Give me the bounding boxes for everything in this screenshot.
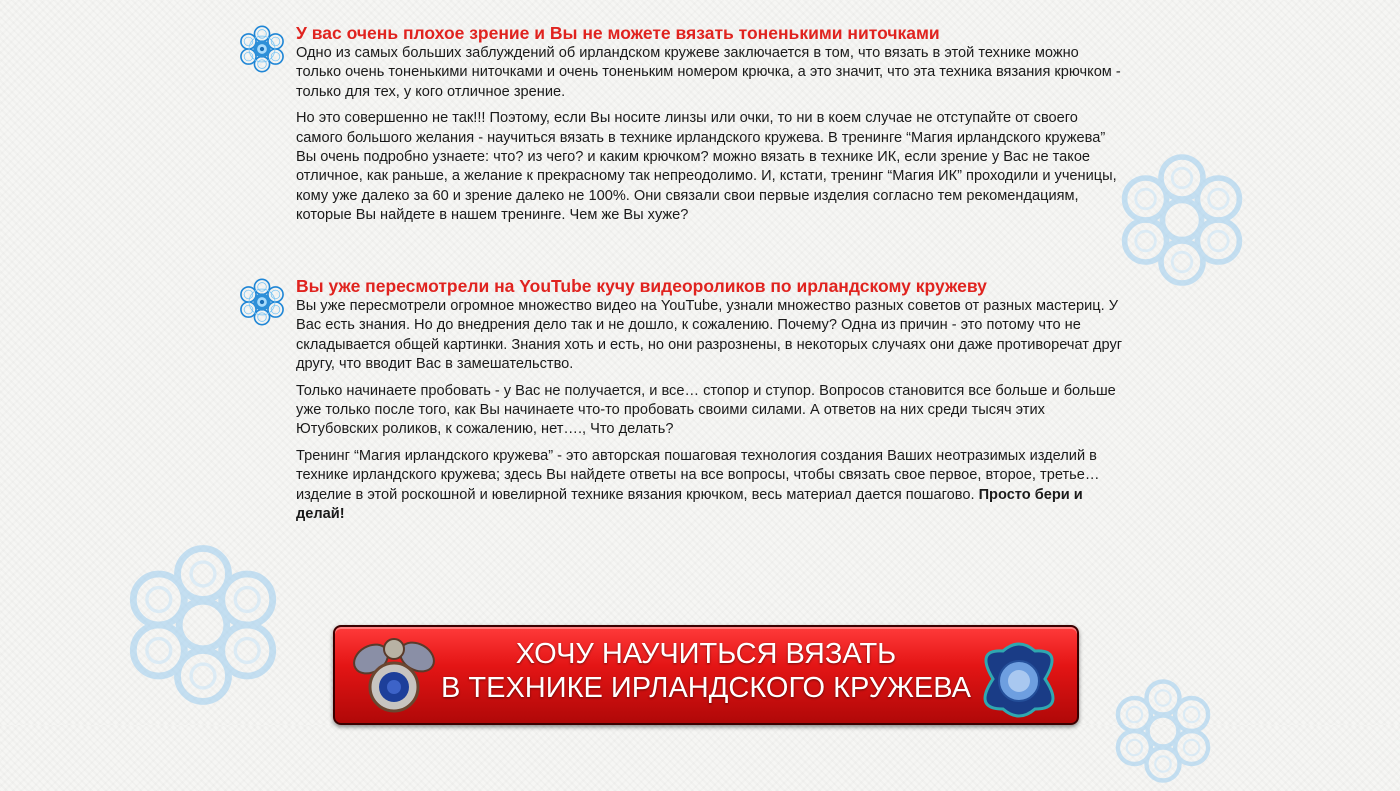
paragraph-emphasis: Просто бери и делай! bbox=[296, 486, 1083, 523]
cta-label bbox=[425, 637, 987, 705]
lace-flower-icon bbox=[235, 275, 289, 329]
paragraph: Но это совершенно не так!!! Поэтому, если Вы носите линзы или очки, то ни в коем случае не отступайте от своего самого большого желания - научиться вязать в технике ирландского кружева. В тренинге “Магия ирландского кружева” Вы очень подробно узнаете: что? из чего? и каким крючком? можно вязать в технике ИК, если зрение у Вас не такое отличное, как раньше, а желание к прекрасному так непреодолимо. И, кстати, тренинг “Магия ИК” проходили и ученицы, кому уже далеко за 60 и зрение далеко не 100%. Они связали свои первые изделия согласно тем рекомендациям, которые Вы найдете в нашем тренинге. Чем же Вы хуже? bbox=[296, 110, 1117, 224]
lace-flower-icon bbox=[235, 22, 289, 76]
lace-snowflake-icon bbox=[1112, 150, 1252, 290]
cta-label-line-2: В ТЕХНИКЕ ИРЛАНДСКОГО КРУЖЕВА bbox=[440, 672, 971, 704]
paragraph: Вы уже пересмотрели огромное множество видео на YouTube, узнали множество разных советов от разных мастериц. У Вас есть знания. Но до внедрения дело так и не дошло, к сожалению. Почему? Одна из причин - это потому что не складывается общей картинки. Знания хоть и есть, но они разрознены, в некоторых случаях они даже противоречат друг другу, что вводит Вас в замешательство. bbox=[296, 298, 1123, 373]
section-content bbox=[296, 275, 1125, 524]
paragraph-text: Тренинг “Магия ирландского кружева” - это авторская пошаговая технология создания Ваших неотразимых изделий в технике ирландского кружева; здесь Вы найдете ответы на все вопросы, чтобы связать свое первое, второе, третье… изделие в этой роскошной и ювелирной технике вязания крючком, весь материал дается пошагово. bbox=[296, 447, 1100, 503]
section-youtube-videos bbox=[235, 275, 1125, 531]
paragraph bbox=[296, 447, 1125, 525]
section-content bbox=[296, 22, 1125, 226]
section-heading: У вас очень плохое зрение и Вы не можете вязать тоненькими ниточками bbox=[296, 23, 940, 43]
section-heading: Вы уже пересмотрели на YouTube кучу видеороликов по ирландскому кружеву bbox=[296, 276, 987, 296]
cta-label-line-1: ХОЧУ НАУЧИТЬСЯ ВЯЗАТЬ bbox=[515, 638, 897, 670]
section-poor-eyesight bbox=[235, 22, 1125, 233]
lace-snowflake-icon bbox=[118, 540, 288, 710]
crochet-flower-icon bbox=[973, 639, 1065, 721]
lace-snowflake-icon bbox=[1108, 676, 1218, 786]
paragraph: Одно из самых больших заблуждений об ирландском кружеве заключается в том, что вязать в этой технике можно только очень тоненькими ниточками и очень тоненьким номером крючка, а это значит, что эта техника вязания крючком - только для тех, у кого отличное зрение. bbox=[296, 45, 1121, 100]
paragraph: Только начинаете пробовать - у Вас не получается, и все… стопор и ступор. Вопросов становится все больше и больше уже только после того, как Вы начинаете что-то пробовать своими силами. А ответов на них среди тысяч этих Ютубовских роликов, к сожалению, нет…., Что делать? bbox=[296, 382, 1116, 438]
cta-signup-button[interactable] bbox=[333, 625, 1079, 725]
